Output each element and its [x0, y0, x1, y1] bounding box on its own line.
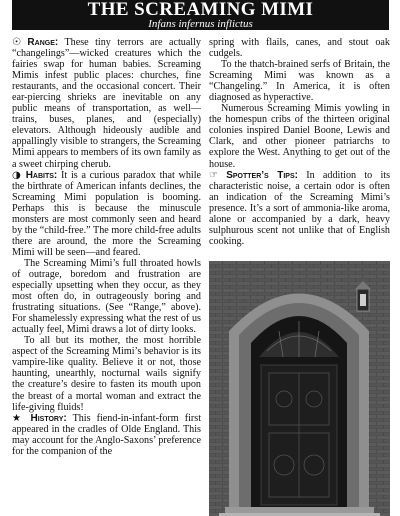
sun-icon: ☉: [12, 37, 21, 48]
history-paragraph-2: To the thatch-brained serfs of Britain, the Screaming Mimi was known as a “Changeling.” In America, it is often diagnosed as hyperactive.: [209, 59, 390, 104]
spotters-tips-text: In addition to its characteristic noise, a certain odor is often an indication of the Screaming Mimi’s presence. It’s a sort of ammonia-like aroma, alone or accompanied by a dark, heavy sulphurous scent not unlike that of English cooking.: [209, 169, 390, 247]
range-section: [12, 37, 201, 170]
habits-text: It is a curious paradox that while the birthrate of American infants declines, the Screaming Mimi population is booming. Perhaps this is because the minuscule monsters are most commonly seen and heard by the “child-free.” The more child-free adults there are around, the more the Screaming Mimi will be seen—and feared.: [12, 169, 201, 258]
history-text: This fiend-in-infant-form first appeared in the cradles of Olde England. This may account for the Anglo-Saxons’ preference for the companion of the: [12, 412, 201, 457]
pointing-hand-icon: ☞: [209, 169, 218, 181]
habits-section: [12, 170, 201, 258]
history-section: [12, 413, 201, 457]
left-column: [12, 37, 201, 516]
spotters-tips-label: Spotter’s Tips:: [226, 169, 298, 181]
star-icon: ★: [12, 412, 25, 424]
history-label: History:: [30, 412, 67, 424]
page-subtitle: Infans infernus inflictus: [148, 18, 253, 30]
habits-label: Habits:: [25, 169, 58, 181]
history-continued: spring with flails, canes, and stout oak cudgels.: [209, 37, 390, 60]
history-paragraph-3: Numerous Screaming Mimis yowling in the homespun cribs of the thirteen original colonies inspired Daniel Boone, Lewis and Clark, and other pioneer patriarchs to explore the West. Anything to get out of the house.: [209, 103, 390, 170]
right-column: [209, 37, 390, 516]
habits-paragraph-2: The Screaming Mimi’s full throated howls of outrage, boredom and frustration are especially upsetting when they occur, as they most often do, in outrageously boring and frustrating situations. (See “Range,” above). For shamelessly expressing what the rest of us actually feel, Mimi draws a lot of dirty looks.: [12, 257, 201, 336]
page-title: THE SCREAMING MIMI: [87, 0, 314, 20]
page-header: [12, 0, 389, 30]
range-text: These tiny terrors are actually “changelings”—wicked creatures which the fairies swap for human babies. Screaming Mimis infest public places: churches, fine restaurants, and the occasional concert. Their ear-piercing shrieks are inevitable on any public means of transportation, as well—trains, buses, planes, and (especially) elevators. Although hideously audible and appallingly visible to strangers, the Screaming Mimi appears to members of its own family as a sweet chirping cherub.: [12, 37, 201, 170]
habits-paragraph-3: To all but its mother, the most horrible aspect of the Screaming Mimi’s behavior is its vampire-like quality. Believe it or not, those haunting, unearthly, nocturnal wails signify the creature’s desire to fasten its mouth upon the breast of a mortal woman and extract the life-giving fluids!: [12, 335, 201, 413]
doorway-illustration: [209, 261, 390, 516]
doorway-photo: [209, 261, 390, 516]
spotters-tips-section: [209, 170, 390, 247]
half-moon-icon: ◑: [12, 169, 22, 181]
range-label: Range:: [27, 37, 59, 48]
